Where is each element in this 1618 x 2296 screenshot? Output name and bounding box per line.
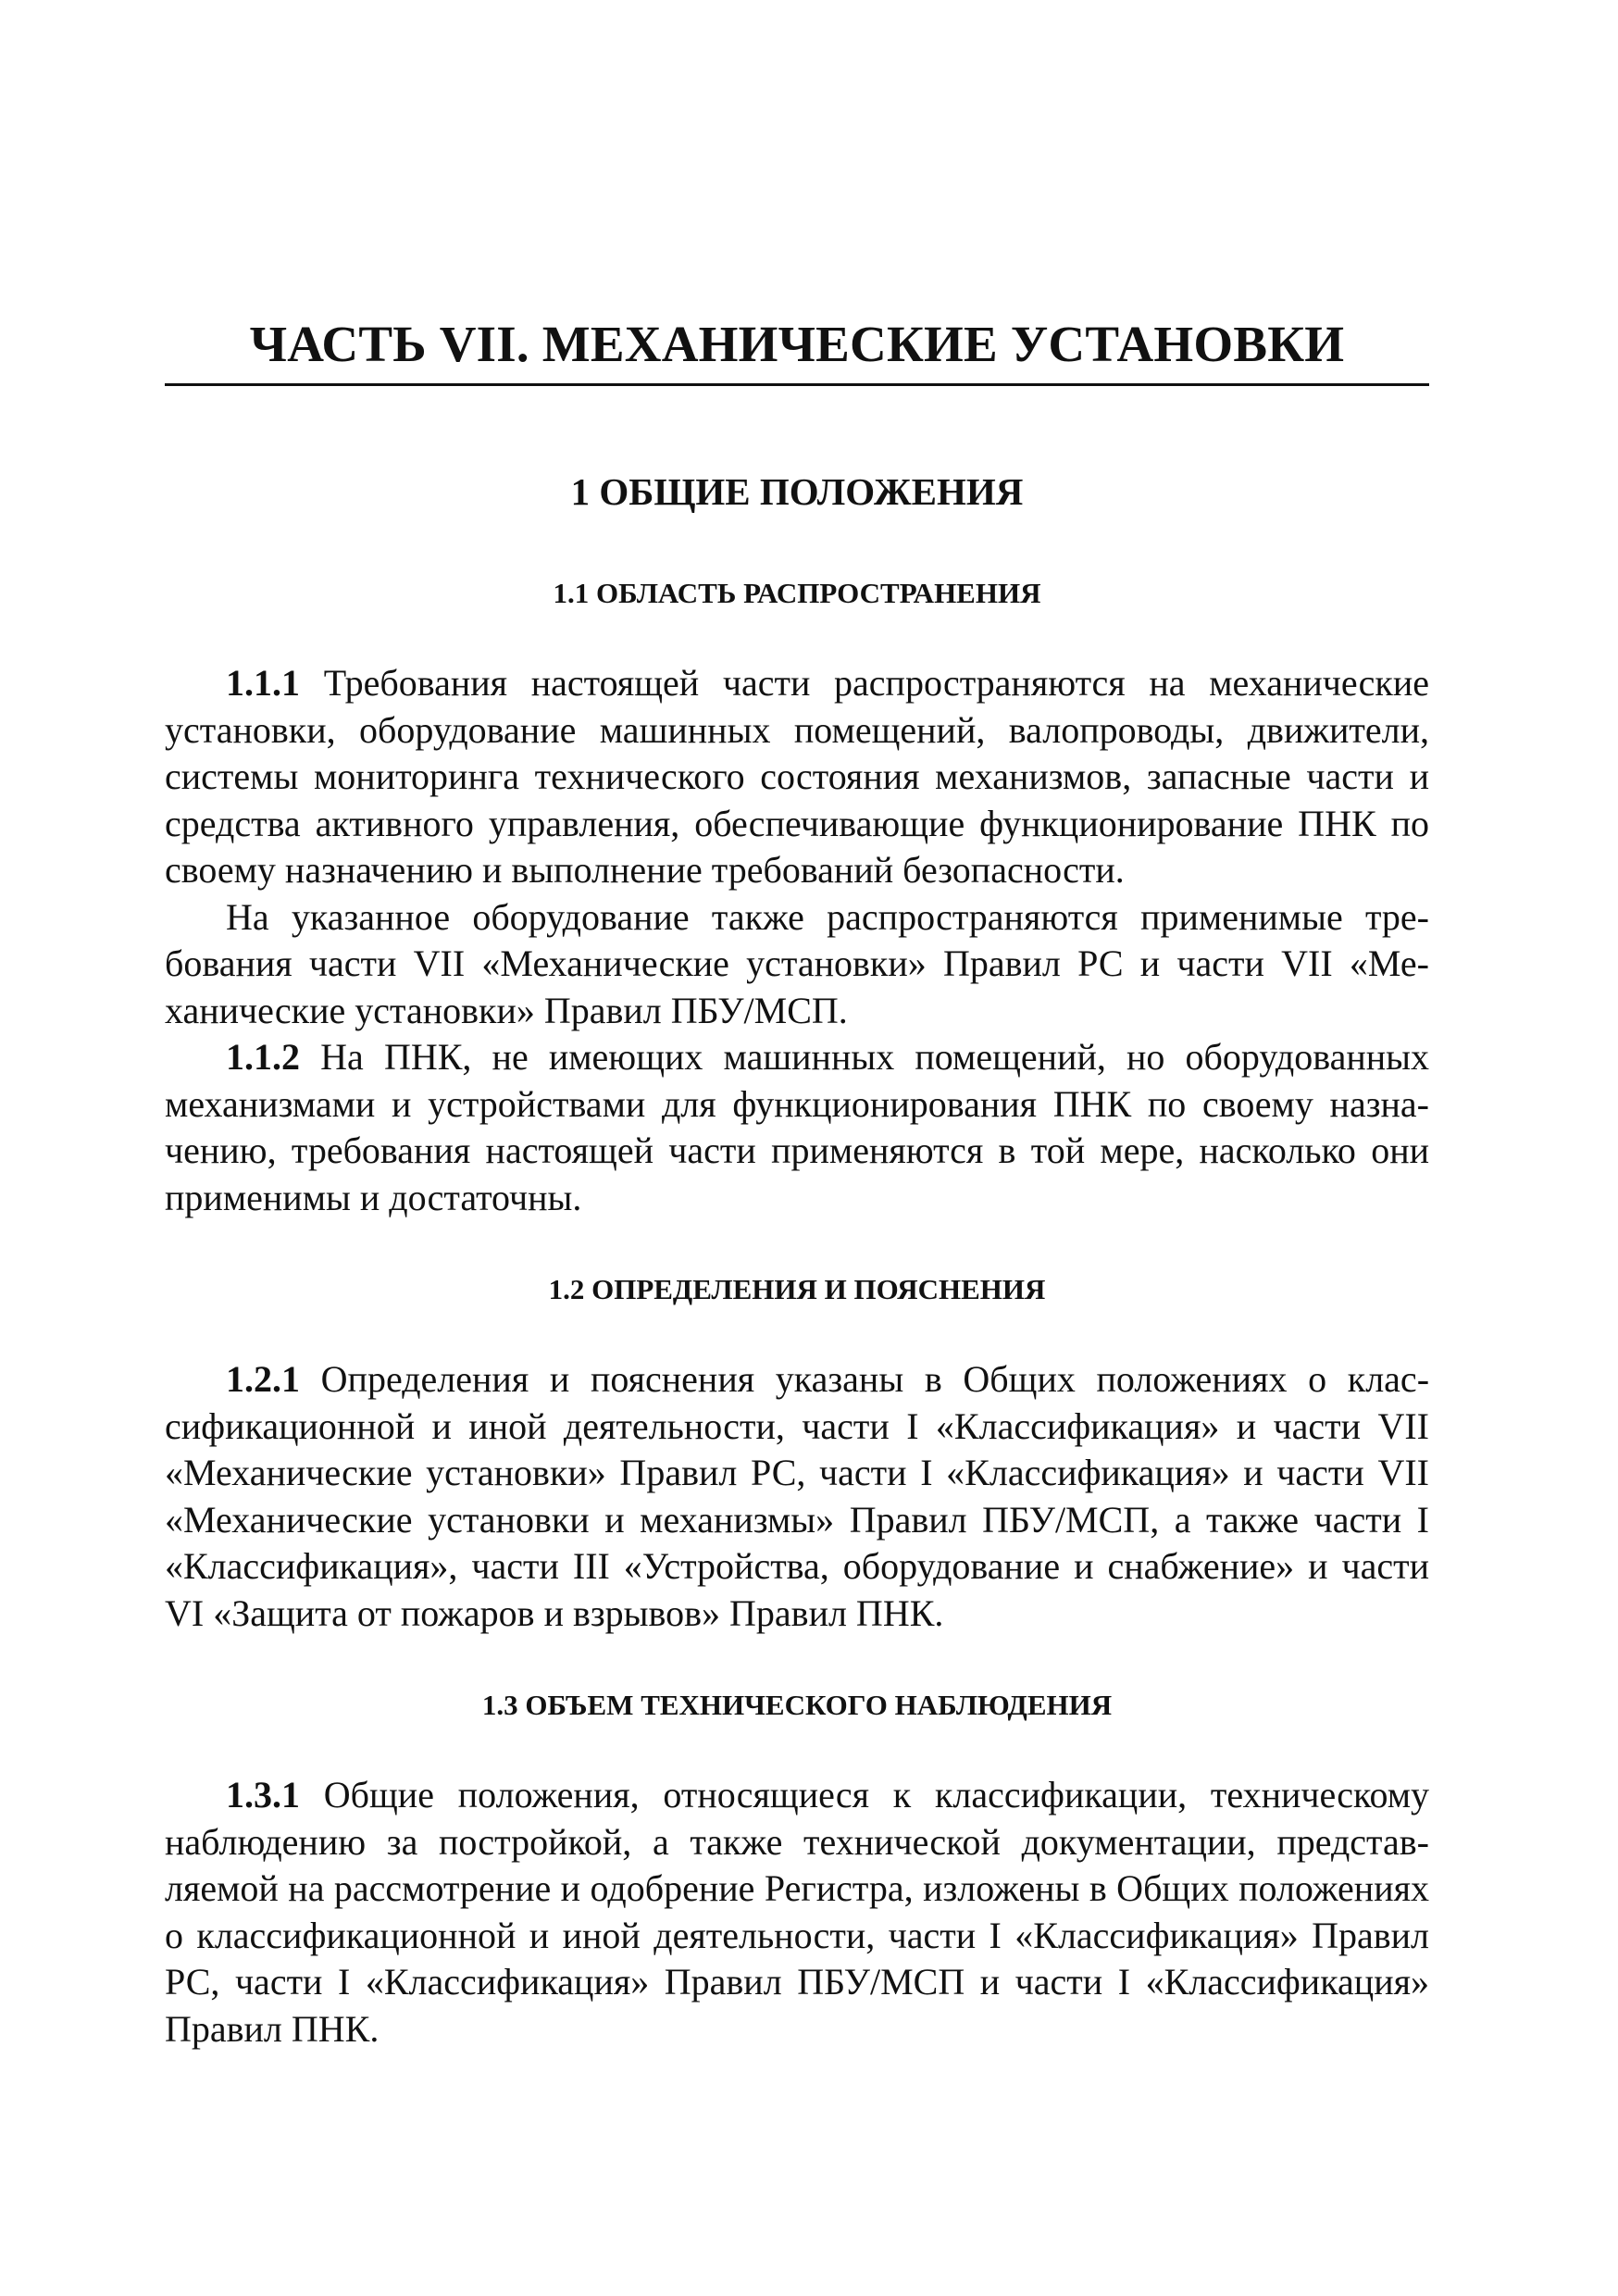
clause-text: Определения и пояснения указаны в Общих положениях о классификационной и иной деятельности, части I «Классификация» и части VII «Механические установки» Правил РС, части I «Классификация» и части VII «Механические установки и механизмы» Правил ПБУ/МСП, а также части I «Классификация», части III «Устройства, оборудование и снабжение» и части VI «Защита от пожаров и взрывов» Правил ПНК.: [165, 1358, 1430, 1634]
clause-text: На ПНК, не имеющих машинных помещений, но оборудованных механизмами и устройствами для функционирования ПНК по своему назначению, требования настоящей части применяются в той мере, насколько они применимы и достаточны.: [165, 1036, 1430, 1218]
document-page: [165, 306, 1429, 2053]
clause-number: 1.3.1: [226, 1774, 300, 1816]
section-title: 1.1 ОБЛАСТЬ РАСПРОСТРАНЕНИЯ: [553, 577, 1041, 609]
paragraph: [165, 660, 1429, 894]
clause-number: 1.1.1: [226, 662, 300, 704]
section-body: [165, 660, 1429, 1221]
paragraph: [165, 894, 1429, 1035]
clause-text: Требования настоящей части распространяются на механические установки, оборудование машинных помещений, валопроводы, движители, системы мониторинга технического состояния механизмов, запасные части и средства активного управления, обеспечивающие функционирование ПНК по своему назначению и выполнение требований безопасности.: [165, 662, 1430, 891]
section-title: 1.3 ОБЪЕМ ТЕХНИЧЕСКОГО НАБЛЮДЕНИЯ: [481, 1689, 1113, 1721]
clause-number: 1.2.1: [226, 1358, 300, 1400]
chapter-title: 1 ОБЩИЕ ПОЛОЖЕНИЯ: [570, 470, 1024, 513]
clause-text: На указанное оборудование также распространяются применимые требования части VII «Механические установки» Правил РС и части VII «Механические установки» Правил ПБУ/МСП.: [165, 895, 1429, 1031]
title-underline: [165, 383, 1429, 386]
section-body: [165, 1772, 1429, 2053]
paragraph: [165, 1356, 1429, 1637]
clause-number: 1.1.2: [226, 1036, 300, 1078]
section-survey-scope: [165, 1685, 1429, 2053]
section-scope: [165, 573, 1429, 1221]
clause-text: Общие положения, относящиеся к классификации, техническому наблюдению за постройкой, а также технической документации, представляемой на рассмотрение и одобрение Регистра, изложены в Общих положениях о классификационной и иной деятельности, части I «Классификация» Правил РС, части I «Классификация» Правил ПБУ/МСП и части I «Классификация» Правил ПНК.: [165, 1774, 1430, 2050]
paragraph: [165, 1034, 1429, 1221]
section-title: 1.2 ОПРЕДЕЛЕНИЯ И ПОЯСНЕНИЯ: [548, 1273, 1046, 1305]
section-definitions: [165, 1269, 1429, 1637]
part-title: ЧАСТЬ VII. МЕХАНИЧЕСКИЕ УСТАНОВКИ: [249, 316, 1345, 372]
section-body: [165, 1356, 1429, 1637]
paragraph: [165, 1772, 1429, 2053]
